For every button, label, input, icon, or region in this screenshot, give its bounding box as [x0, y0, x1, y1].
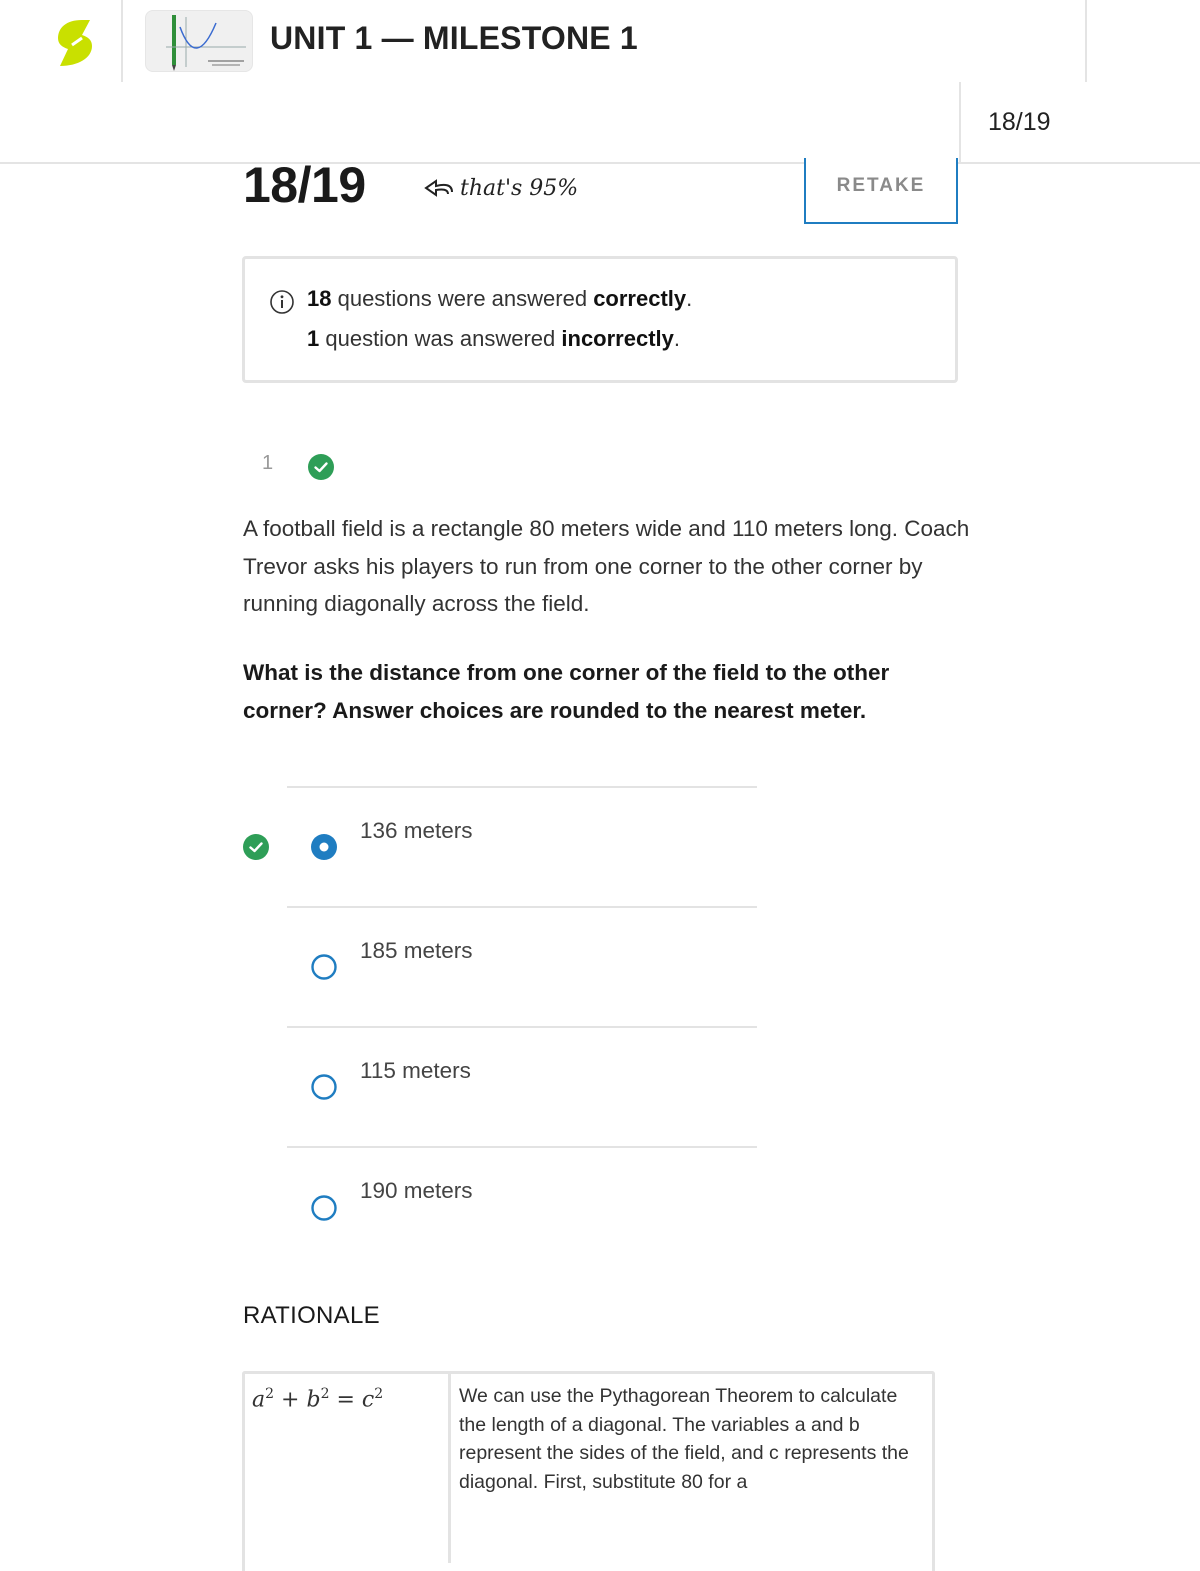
answer-option-label[interactable]: 115 meters: [360, 1058, 471, 1083]
answer-radio[interactable]: [311, 954, 337, 980]
percent-note-text: that's 95%: [460, 176, 579, 201]
curved-arrow-icon: [424, 178, 454, 200]
answer-radio[interactable]: [311, 1074, 337, 1100]
score-panel-divider: [959, 82, 961, 164]
pythagorean-formula: $a^2 + b^2 = c^2$: [252, 1386, 384, 1413]
answer-divider: [287, 1026, 757, 1028]
score-indicator: 18/19: [988, 108, 1051, 136]
score-value: 18/19: [243, 157, 366, 213]
question-number: 1: [262, 452, 274, 474]
subheader-divider: [0, 162, 1200, 164]
rationale-column-divider: [448, 1373, 451, 1563]
sophia-logo-icon[interactable]: [52, 16, 100, 70]
question-correct-check-icon: [308, 454, 334, 480]
question-text: A football field is a rectangle 80 meters wide and 110 meters long. Coach Trevor asks his players to run from one corner to the other corner by running diagonally across the field.: [243, 516, 970, 616]
info-icon: [269, 289, 295, 315]
milestone-thumbnail: [145, 10, 253, 72]
question-prompt: What is the distance from one corner of the field to the other corner? Answer choices are rounded to the nearest meter.: [243, 660, 890, 723]
answer-option-label[interactable]: 185 meters: [360, 938, 473, 963]
answer-correct-check-icon: [243, 834, 269, 860]
answer-radio-selected[interactable]: [311, 834, 337, 860]
incorrect-summary-line: 1 question was answered incorrectly.: [307, 326, 681, 351]
answer-option-label[interactable]: 190 meters: [360, 1178, 473, 1203]
percent-note: [424, 176, 578, 201]
rationale-heading: RATIONALE: [243, 1302, 380, 1329]
answer-divider: [287, 906, 757, 908]
header-divider-left: [121, 0, 123, 82]
result-summary: [242, 256, 958, 383]
page-title: UNIT 1 — MILESTONE 1: [270, 20, 638, 56]
rationale-text: We can use the Pythagorean Theorem to calculate the length of a diagonal. The variables a and b represent the sides of the field, and c represents the diagonal. First, substitute 80 for a: [459, 1385, 909, 1493]
retake-button[interactable]: RETAKE: [804, 158, 958, 224]
answer-divider: [287, 786, 757, 788]
answer-radio[interactable]: [311, 1195, 337, 1221]
header-divider-right: [1085, 0, 1087, 82]
answer-divider: [287, 1146, 757, 1148]
answer-option-label[interactable]: 136 meters: [360, 818, 473, 843]
correct-summary-line: 18 questions were answered correctly.: [307, 286, 693, 311]
